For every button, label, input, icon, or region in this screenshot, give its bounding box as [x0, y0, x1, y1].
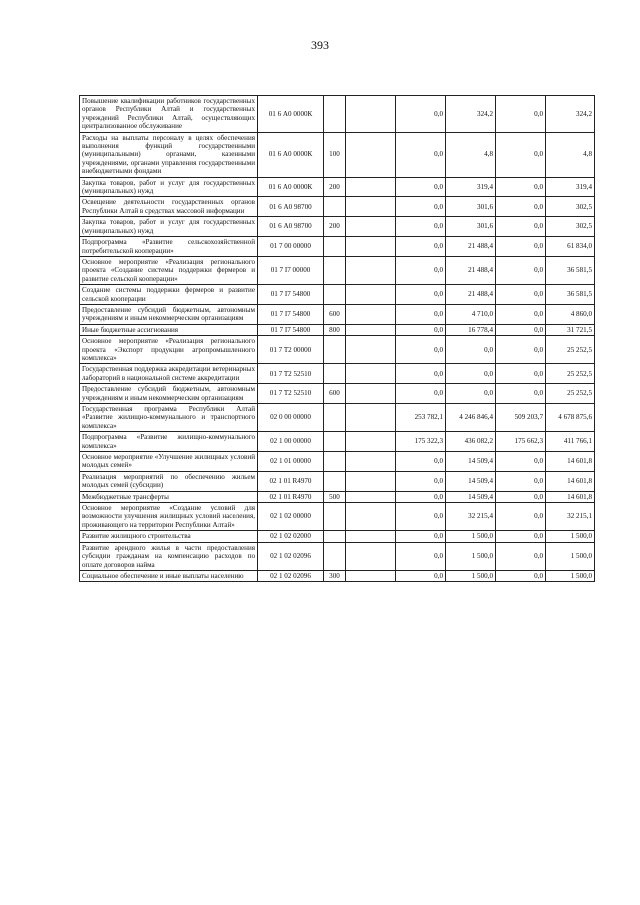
row-type-cell: 800 [324, 324, 346, 335]
row-value-cell [346, 491, 396, 502]
row-value-cell: 0,0 [496, 491, 546, 502]
row-code-cell: 01 7 I7 54800 [258, 324, 324, 335]
row-name-cell: Подпрограмма «Развитие жилищно-коммунального комплекса» [80, 432, 258, 452]
row-type-cell [324, 336, 346, 364]
row-name-cell: Повышение квалификации работников государственных органов Республики Алтай и государственных учреждений Республики Алтай, осуществляющих централизованное обслуживание [80, 96, 258, 133]
row-type-cell: 500 [324, 491, 346, 502]
row-value-cell: 301,6 [446, 197, 496, 217]
row-value-cell [346, 542, 396, 570]
row-type-cell [324, 531, 346, 542]
row-value-cell [346, 432, 396, 452]
row-code-cell: 02 1 01 00000 [258, 452, 324, 472]
row-type-cell: 100 [324, 132, 346, 177]
row-code-cell: 01 6 А0 0000К [258, 132, 324, 177]
row-code-cell: 02 1 01 R4970 [258, 491, 324, 502]
row-value-cell [346, 471, 396, 491]
row-type-cell [324, 452, 346, 472]
row-name-cell: Закупка товаров, работ и услуг для государственных (муниципальных) нужд [80, 217, 258, 237]
table-row [80, 285, 595, 305]
row-value-cell: 0,0 [396, 364, 446, 384]
row-type-cell: 300 [324, 570, 346, 581]
row-value-cell: 0,0 [496, 452, 546, 472]
row-value-cell: 0,0 [446, 384, 496, 404]
row-value-cell: 175 662,3 [496, 432, 546, 452]
row-value-cell: 1 500,0 [546, 570, 595, 581]
row-name-cell: Государственная программа Республики Алтай «Развитие жилищно-коммунального и транспортного комплекса» [80, 404, 258, 432]
row-code-cell: 02 1 00 00000 [258, 432, 324, 452]
row-name-cell: Развитие жилищного строительства [80, 531, 258, 542]
row-name-cell: Межбюджетные трансферты [80, 491, 258, 502]
row-value-cell: 0,0 [396, 96, 446, 133]
row-name-cell: Основное мероприятие «Реализация регионального проекта «Экспорт продукции агропромышленного комплекса» [80, 336, 258, 364]
table-row [80, 364, 595, 384]
row-name-cell: Предоставление субсидий бюджетным, автономным учреждениям и иным некоммерческим организациям [80, 304, 258, 324]
row-code-cell: 02 1 02 00000 [258, 503, 324, 531]
table-row [80, 256, 595, 284]
row-type-cell: 200 [324, 217, 346, 237]
row-value-cell: 4 710,0 [446, 304, 496, 324]
row-type-cell [324, 542, 346, 570]
row-value-cell: 16 778,4 [446, 324, 496, 335]
row-value-cell: 31 721,5 [546, 324, 595, 335]
row-value-cell: 0,0 [396, 256, 446, 284]
row-value-cell: 25 252,5 [546, 336, 595, 364]
row-value-cell: 0,0 [396, 304, 446, 324]
row-value-cell [346, 503, 396, 531]
row-value-cell [346, 364, 396, 384]
row-value-cell: 0,0 [396, 324, 446, 335]
table-row [80, 217, 595, 237]
row-value-cell: 36 581,5 [546, 285, 595, 305]
row-value-cell: 0,0 [396, 285, 446, 305]
row-value-cell: 0,0 [496, 324, 546, 335]
table-row [80, 404, 595, 432]
row-type-cell [324, 503, 346, 531]
row-code-cell: 01 7 T2 00000 [258, 336, 324, 364]
row-value-cell: 0,0 [496, 132, 546, 177]
row-value-cell: 25 252,5 [546, 364, 595, 384]
row-value-cell: 436 082,2 [446, 432, 496, 452]
row-value-cell: 0,0 [496, 570, 546, 581]
row-type-cell: 600 [324, 304, 346, 324]
row-type-cell [324, 404, 346, 432]
row-type-cell [324, 364, 346, 384]
row-value-cell: 1 500,0 [446, 570, 496, 581]
budget-table [79, 95, 595, 582]
row-value-cell [346, 452, 396, 472]
row-value-cell [346, 132, 396, 177]
table-row [80, 304, 595, 324]
row-value-cell [346, 217, 396, 237]
row-value-cell: 14 601,8 [546, 452, 595, 472]
row-value-cell: 302,5 [546, 197, 595, 217]
table-row [80, 237, 595, 257]
row-name-cell: Предоставление субсидий бюджетным, автономным учреждениям и иным некоммерческим организациям [80, 384, 258, 404]
row-code-cell: 01 7 I7 54800 [258, 304, 324, 324]
row-value-cell: 319,4 [546, 177, 595, 197]
row-value-cell: 0,0 [496, 503, 546, 531]
row-value-cell: 0,0 [396, 471, 446, 491]
row-type-cell: 600 [324, 384, 346, 404]
row-name-cell: Социальное обеспечение и иные выплаты населению [80, 570, 258, 581]
row-value-cell: 14 509,4 [446, 491, 496, 502]
row-value-cell: 0,0 [396, 384, 446, 404]
row-value-cell: 0,0 [446, 364, 496, 384]
row-code-cell: 01 6 А0 98700 [258, 217, 324, 237]
row-value-cell: 0,0 [496, 237, 546, 257]
row-value-cell: 324,2 [546, 96, 595, 133]
table-row [80, 471, 595, 491]
row-value-cell: 4,8 [446, 132, 496, 177]
table-row [80, 503, 595, 531]
table-row [80, 491, 595, 502]
row-value-cell: 301,6 [446, 217, 496, 237]
table-body [80, 96, 595, 582]
row-value-cell: 0,0 [396, 132, 446, 177]
row-value-cell: 0,0 [396, 491, 446, 502]
row-code-cell: 01 7 I7 00000 [258, 256, 324, 284]
row-type-cell [324, 256, 346, 284]
table-row [80, 452, 595, 472]
row-value-cell: 1 500,0 [446, 531, 496, 542]
table-row [80, 432, 595, 452]
row-value-cell: 509 203,7 [496, 404, 546, 432]
row-value-cell: 1 500,0 [546, 542, 595, 570]
row-type-cell [324, 432, 346, 452]
page-number: 393 [311, 38, 329, 52]
row-value-cell: 0,0 [396, 336, 446, 364]
row-code-cell: 01 7 T2 52510 [258, 384, 324, 404]
row-value-cell: 4 678 875,6 [546, 404, 595, 432]
row-value-cell: 0,0 [396, 217, 446, 237]
row-name-cell: Реализация мероприятий по обеспечению жильем молодых семей (субсидии) [80, 471, 258, 491]
row-code-cell: 01 7 00 00000 [258, 237, 324, 257]
table-row [80, 96, 595, 133]
row-value-cell: 1 500,0 [446, 542, 496, 570]
row-name-cell: Создание системы поддержки фермеров и развитие сельской кооперации [80, 285, 258, 305]
row-value-cell: 0,0 [496, 336, 546, 364]
row-code-cell: 02 0 00 00000 [258, 404, 324, 432]
row-code-cell: 01 6 А0 98700 [258, 197, 324, 217]
row-value-cell: 0,0 [396, 197, 446, 217]
row-value-cell: 21 488,4 [446, 256, 496, 284]
row-value-cell: 25 252,5 [546, 384, 595, 404]
row-value-cell: 0,0 [496, 96, 546, 133]
row-value-cell: 61 834,0 [546, 237, 595, 257]
row-value-cell: 0,0 [396, 531, 446, 542]
row-code-cell: 01 7 T2 52510 [258, 364, 324, 384]
row-name-cell: Расходы на выплаты персоналу в целях обеспечения выполнения функций государственными (муниципальными) органами, казенными учреждениями, органами управления государственными внебюджетными фондами [80, 132, 258, 177]
row-value-cell [346, 285, 396, 305]
table-row [80, 132, 595, 177]
row-code-cell: 01 6 А0 0000К [258, 96, 324, 133]
row-name-cell: Освещение деятельности государственных органов Республики Алтай в средствах массовой информации [80, 197, 258, 217]
row-type-cell: 200 [324, 177, 346, 197]
row-name-cell: Государственная поддержка аккредитации ветеринарных лабораторий в национальной системе аккредитации [80, 364, 258, 384]
row-value-cell [346, 256, 396, 284]
row-value-cell: 14 509,4 [446, 471, 496, 491]
row-value-cell: 0,0 [396, 503, 446, 531]
row-value-cell: 4,8 [546, 132, 595, 177]
table-row [80, 384, 595, 404]
row-name-cell: Иные бюджетные ассигнования [80, 324, 258, 335]
row-value-cell: 175 322,3 [396, 432, 446, 452]
row-code-cell: 02 1 02 02096 [258, 570, 324, 581]
row-code-cell: 02 1 02 02096 [258, 542, 324, 570]
table-row [80, 336, 595, 364]
table-row [80, 177, 595, 197]
row-value-cell: 324,2 [446, 96, 496, 133]
row-value-cell: 32 215,4 [446, 503, 496, 531]
row-value-cell [346, 96, 396, 133]
row-value-cell: 4 860,0 [546, 304, 595, 324]
row-type-cell [324, 197, 346, 217]
row-value-cell: 36 581,5 [546, 256, 595, 284]
row-value-cell: 0,0 [496, 285, 546, 305]
row-value-cell [346, 531, 396, 542]
row-value-cell: 14 601,8 [546, 491, 595, 502]
row-value-cell: 1 500,0 [546, 531, 595, 542]
row-type-cell [324, 237, 346, 257]
row-name-cell: Закупка товаров, работ и услуг для государственных (муниципальных) нужд [80, 177, 258, 197]
table-row [80, 324, 595, 335]
row-value-cell [346, 570, 396, 581]
row-value-cell [346, 384, 396, 404]
row-value-cell: 0,0 [496, 197, 546, 217]
row-value-cell: 0,0 [396, 452, 446, 472]
row-value-cell: 0,0 [496, 217, 546, 237]
row-type-cell [324, 471, 346, 491]
row-value-cell [346, 304, 396, 324]
row-value-cell [346, 324, 396, 335]
table-row [80, 570, 595, 581]
row-type-cell [324, 96, 346, 133]
row-value-cell: 0,0 [396, 177, 446, 197]
row-value-cell: 0,0 [496, 471, 546, 491]
row-value-cell: 14 509,4 [446, 452, 496, 472]
row-value-cell: 253 782,1 [396, 404, 446, 432]
row-value-cell: 0,0 [396, 570, 446, 581]
row-name-cell: Основное мероприятие «Улучшение жилищных условий молодых семей» [80, 452, 258, 472]
row-value-cell: 319,4 [446, 177, 496, 197]
row-value-cell: 0,0 [496, 531, 546, 542]
row-name-cell: Основное мероприятие «Создание условий для возможности улучшения жилищных условий населения, проживающего на территории Республики Алтай» [80, 503, 258, 531]
row-value-cell: 32 215,1 [546, 503, 595, 531]
table-row [80, 197, 595, 217]
row-value-cell: 14 601,8 [546, 471, 595, 491]
row-value-cell: 0,0 [446, 336, 496, 364]
row-value-cell [346, 404, 396, 432]
row-value-cell: 21 488,4 [446, 237, 496, 257]
row-name-cell: Подпрограмма «Развитие сельскохозяйственной потребительской кооперации» [80, 237, 258, 257]
row-value-cell: 0,0 [496, 542, 546, 570]
row-value-cell: 0,0 [496, 304, 546, 324]
table-row [80, 542, 595, 570]
row-code-cell: 02 1 02 02000 [258, 531, 324, 542]
row-value-cell: 0,0 [396, 237, 446, 257]
row-value-cell [346, 237, 396, 257]
row-value-cell [346, 336, 396, 364]
table-row [80, 531, 595, 542]
row-code-cell: 01 7 I7 54800 [258, 285, 324, 305]
row-code-cell: 02 1 01 R4970 [258, 471, 324, 491]
row-value-cell [346, 197, 396, 217]
row-value-cell: 0,0 [496, 177, 546, 197]
row-code-cell: 01 6 А0 0000К [258, 177, 324, 197]
row-name-cell: Основное мероприятие «Реализация регионального проекта «Создание системы поддержки фермеров и развитие сельской кооперации» [80, 256, 258, 284]
row-value-cell: 0,0 [496, 256, 546, 284]
row-value-cell [346, 177, 396, 197]
row-value-cell: 0,0 [496, 384, 546, 404]
row-value-cell: 302,5 [546, 217, 595, 237]
row-value-cell: 411 766,1 [546, 432, 595, 452]
row-value-cell: 21 488,4 [446, 285, 496, 305]
row-type-cell [324, 285, 346, 305]
row-name-cell: Развитие арендного жилья в части предоставления субсидии гражданам на компенсацию расходов по оплате договоров найма [80, 542, 258, 570]
row-value-cell: 4 246 846,4 [446, 404, 496, 432]
row-value-cell: 0,0 [396, 542, 446, 570]
row-value-cell: 0,0 [496, 364, 546, 384]
